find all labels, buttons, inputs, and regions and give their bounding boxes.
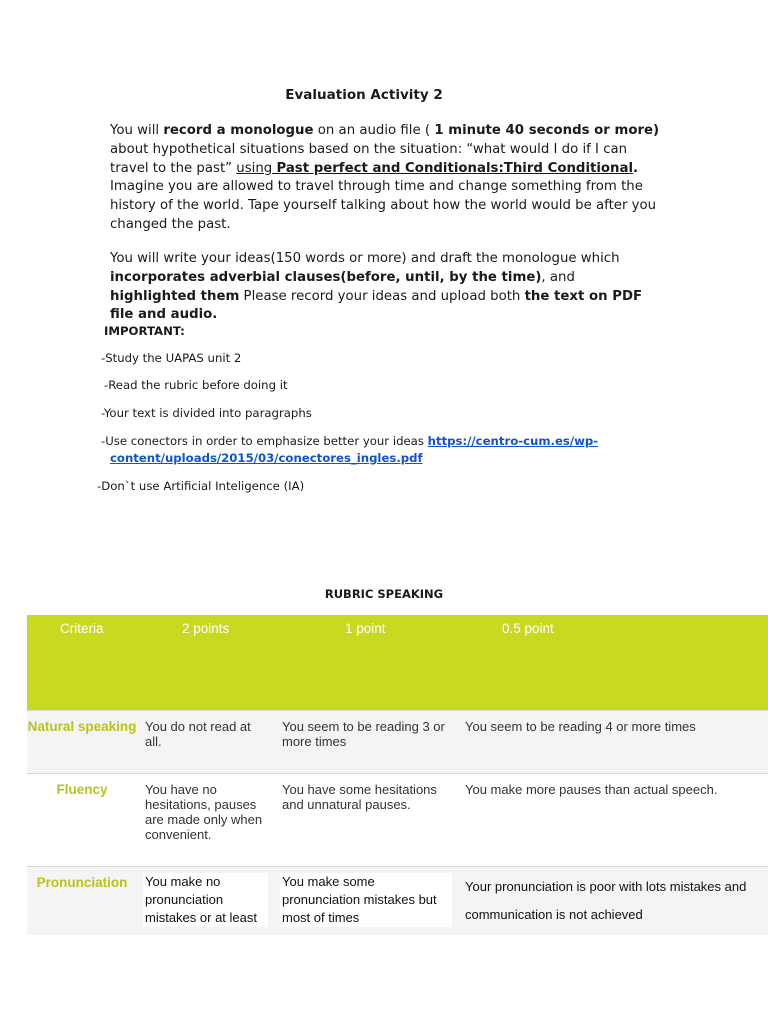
criteria-label: Pronunciation (36, 875, 128, 890)
bold-span: 1 minute 40 seconds or more) (434, 123, 660, 138)
connectors-link-line2-wrap (110, 450, 423, 467)
header-1-point: 1 point (345, 621, 386, 636)
cell-0-5-point: You seem to be reading 4 or more times (465, 719, 696, 734)
bold-underlined-span: Past perfect and Conditionals:Third Conditional (276, 160, 634, 176)
cell-2-points: You have no hesitations, pauses are made only when convenient. (145, 782, 263, 842)
criteria-label: Natural speaking (27, 719, 137, 734)
bold-span: the text on PDF file and audio. (110, 288, 643, 323)
text-span: , and (541, 269, 575, 285)
header-2-points: 2 points (182, 621, 230, 636)
text-span: You will write your ideas(150 words or more) and draft the monologue which (110, 251, 620, 266)
important-item-paragraphs: -Your text is divided into paragraphs (101, 406, 312, 420)
rubric-row-natural-speaking (27, 710, 768, 773)
bold-span: highlighted them (110, 288, 240, 304)
cell-1-point: You have some hesitations and unnatural pauses. (282, 782, 437, 812)
rubric-title: RUBRIC SPEAKING (324, 587, 444, 601)
important-item-no-ai: -Don`t use Artificial Inteligence (IA) (97, 479, 305, 493)
connectors-link-line1[interactable]: https://centro-cum.es/wp- (427, 434, 599, 448)
important-item-connectors (101, 433, 598, 450)
important-item-rubric: -Read the rubric before doing it (104, 378, 288, 392)
rubric-header-row (27, 615, 768, 710)
cell-2-points: You make no pronunciation mistakes or at least (143, 873, 268, 927)
text-span: about hypothetical situations based on the situation: “what would I do if I can travel to the past” (110, 141, 628, 176)
important-item-study: -Study the UAPAS unit 2 (101, 351, 242, 365)
cell-1-point: You seem to be reading 3 or more times (282, 719, 445, 749)
cell-2-points: You do not read at all. (145, 719, 251, 749)
cell-1-point: You make some pronunciation mistakes but most of times (280, 873, 452, 927)
rubric-row-fluency (27, 773, 768, 866)
document-title: Evaluation Activity 2 (285, 87, 443, 103)
cell-0-5-point: You make more pauses than actual speech. (465, 782, 718, 797)
cell-0-5-point: Your pronunciation is poor with lots mistakes and communication is not achieved (465, 879, 747, 922)
text-span: Imagine you are allowed to travel through time and change something from the history of the world. Tape yourself talking about how the world would be after you changed the past. (110, 179, 657, 232)
bold-span: . (633, 160, 639, 176)
criteria-label: Fluency (56, 782, 108, 797)
important-label: IMPORTANT: (104, 324, 185, 338)
rubric-row-pronunciation (27, 866, 768, 935)
instructions-paragraph-2 (110, 250, 660, 325)
underlined-span: using (236, 160, 277, 176)
bold-span: record a monologue (163, 123, 314, 138)
instructions-paragraph-1 (110, 122, 660, 235)
text-span: Please record your ideas and upload both (239, 288, 525, 304)
connectors-link-line2[interactable]: content/uploads/2015/03/conectores_ingles.pdf (110, 451, 423, 465)
text-span: on an audio file ( (313, 123, 435, 138)
header-criteria: Criteria (60, 621, 104, 636)
rubric-table (27, 615, 768, 935)
bold-span: incorporates adverbial clauses(before, until, by the time) (110, 269, 542, 285)
connectors-text: -Use conectors in order to emphasize better your ideas (101, 434, 428, 448)
header-0-5-point: 0.5 point (502, 621, 554, 636)
text-span: You will (110, 123, 164, 138)
